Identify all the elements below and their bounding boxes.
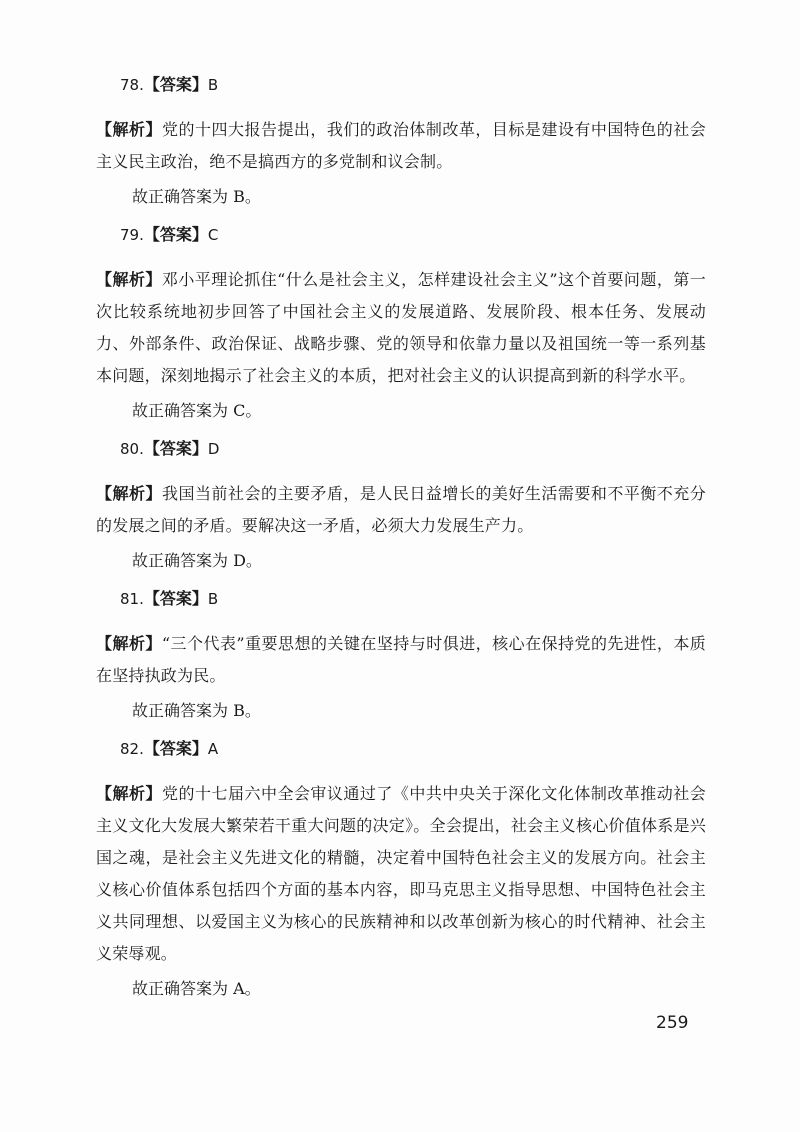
answer-line (120, 72, 706, 98)
conclusion-text: 故正确答案为 B。 (132, 187, 261, 206)
analysis-text: 党的十七届六中全会审议通过了《中共中央关于深化文化体制改革推动社会主义文化大发展大繁荣若干重大问题的决定》。全会提出，社会主义核心价值体系是兴国之魂，是社会主义先进文化的精髓，决定着中国特色社会主义的发展方向。社会主义核心价值体系包括四个方面的基本内容，即马克思主义指导思想、中国特色社会主义共同理想、以爱国主义为核心的民族精神和以改革创新为核心的时代精神、社会主义荣辱观。 (96, 784, 706, 963)
question-number: 82. (120, 740, 144, 758)
analysis-tag: 【解析】 (96, 120, 162, 139)
question-number: 79. (120, 226, 144, 244)
analysis-tag: 【解析】 (96, 784, 162, 803)
question-number: 80. (120, 440, 144, 458)
analysis-tag: 【解析】 (96, 270, 162, 289)
answer-line (120, 222, 706, 248)
analysis-tag: 【解析】 (96, 634, 162, 653)
analysis-paragraph (96, 478, 706, 542)
analysis-text: “三个代表”重要思想的关键在坚持与时俱进，核心在保持党的先进性，本质在坚持执政为民。 (96, 634, 706, 685)
answer-item-80 (96, 436, 706, 574)
page-number: 259 (656, 1013, 689, 1033)
answer-letter: B (207, 590, 219, 608)
analysis-paragraph (96, 778, 706, 970)
analysis-text: 我国当前社会的主要矛盾，是人民日益增长的美好生活需要和不平衡不充分的发展之间的矛盾。要解决这一矛盾，必须大力发展生产力。 (96, 484, 706, 535)
analysis-text: 党的十四大报告提出，我们的政治体制改革，目标是建设有中国特色的社会主义民主政治，绝不是搞西方的多党制和议会制。 (96, 120, 706, 171)
question-number: 78. (120, 76, 144, 94)
answer-item-78 (96, 72, 706, 210)
answer-tag: 【答案】 (143, 225, 208, 244)
answer-list (96, 72, 706, 1014)
conclusion-text: 故正确答案为 B。 (132, 701, 261, 720)
question-number: 81. (120, 590, 144, 608)
answer-letter: B (207, 76, 219, 94)
answer-tag: 【答案】 (143, 589, 208, 608)
answer-line (120, 736, 706, 762)
conclusion-text: 故正确答案为 A。 (132, 979, 261, 998)
analysis-tag: 【解析】 (96, 484, 162, 503)
answer-letter: A (207, 740, 219, 758)
answer-letter: D (207, 440, 220, 458)
answer-line (120, 586, 706, 612)
answer-tag: 【答案】 (143, 439, 208, 458)
analysis-paragraph (96, 628, 706, 692)
conclusion-text: 故正确答案为 D。 (132, 551, 262, 570)
answer-item-82 (96, 736, 706, 1002)
answer-letter: C (207, 226, 219, 244)
analysis-text: 邓小平理论抓住“什么是社会主义，怎样建设社会主义”这个首要问题，第一次比较系统地初步回答了中国社会主义的发展道路、发展阶段、根本任务、发展动力、外部条件、政治保证、战略步骤、党的领导和依靠力量以及祖国统一等一系列基本问题，深刻地揭示了社会主义的本质，把对社会主义的认识提高到新的科学水平。 (96, 270, 706, 385)
conclusion-text: 故正确答案为 C。 (132, 401, 262, 420)
analysis-paragraph (96, 114, 706, 178)
answer-item-81 (96, 586, 706, 724)
analysis-paragraph (96, 264, 706, 392)
answer-tag: 【答案】 (143, 739, 208, 758)
answer-line (120, 436, 706, 462)
answer-tag: 【答案】 (143, 75, 208, 94)
answer-item-79 (96, 222, 706, 424)
